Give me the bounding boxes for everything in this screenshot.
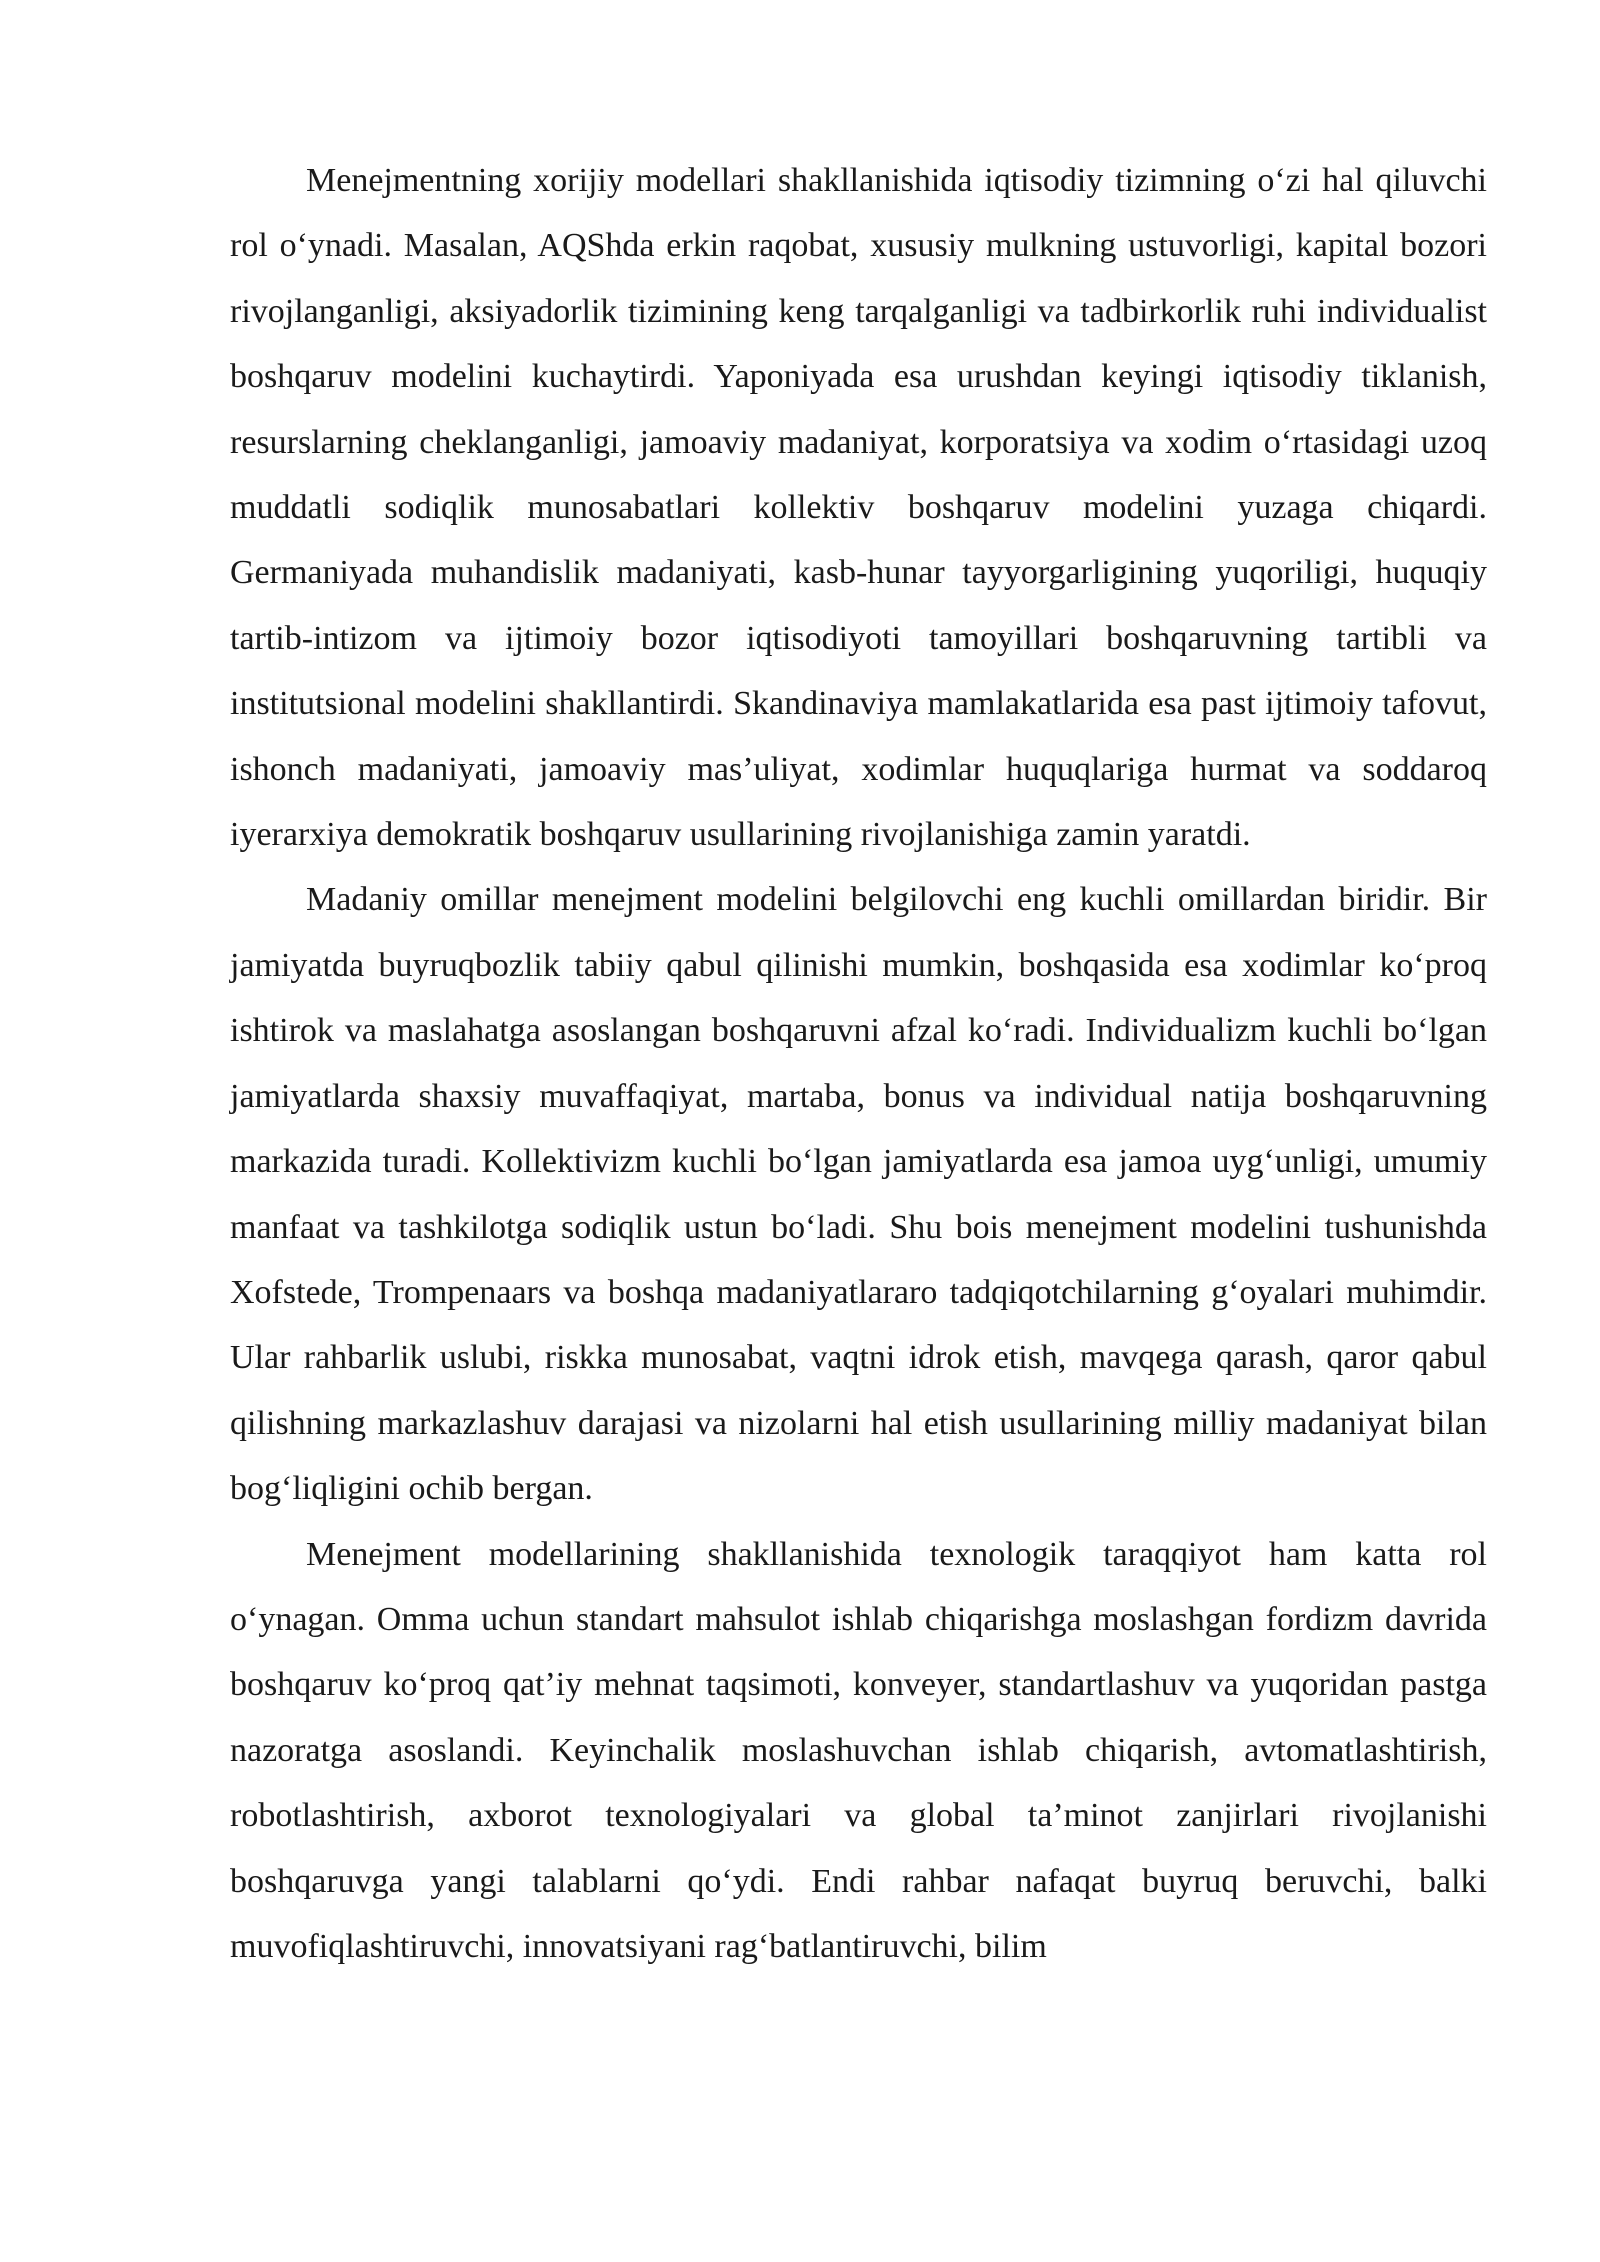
text-body [230,148,1487,1979]
paragraph-technological-progress: Menejment modellarining shakllanishida texnologik taraqqiyot ham katta rol o‘ynagan. Omma uchun standart mahsulot ishlab chiqarishga moslashgan fordizm davrida boshqaruv ko‘proq qat’iy mehnat taqsimoti, konveyer, standartlashuv va yuqoridan pastga nazoratga asoslandi. Keyinchalik moslashuvchan ishlab chiqarish, avtomatlashtirish, robotlashtirish, axborot texnologiyalari va global ta’minot zanjirlari rivojlanishi boshqaruvga yangi talablarni qo‘ydi. Endi rahbar nafaqat buyruq beruvchi, balki muvofiqlashtiruvchi, innovatsiyani rag‘batlantiruvchi, bilim [230,1535,1487,1965]
paragraph-cultural-factors: Madaniy omillar menejment modelini belgilovchi eng kuchli omillardan biridir. Bir jamiyatda buyruqbozlik tabiiy qabul qilinishi mumkin, boshqasida esa xodimlar ko‘proq ishtirok va maslahatga asoslangan boshqaruvni afzal ko‘radi. Individualizm kuchli bo‘lgan jamiyatlarda shaxsiy muvaffaqiyat, martaba, bonus va individual natija boshqaruvning markazida turadi. Kollektivizm kuchli bo‘lgan jamiyatlarda esa jamoa uyg‘unligi, umumiy manfaat va tashkilotga sodiqlik ustun bo‘ladi. Shu bois menejment modelini tushunishda Xofstede, Trompenaars va boshqa madaniyatlararo tadqiqotchilarning g‘oyalari muhimdir. Ular rahbarlik uslubi, riskka munosabat, vaqtni idrok etish, mavqega qarash, qaror qabul qilishning markazlashuv darajasi va nizolarni hal etish usullarining milliy madaniyat bilan bog‘liqligini ochib bergan. [230,881,1487,1508]
paragraph-economic-systems: Menejmentning xorijiy modellari shakllanishida iqtisodiy tizimning o‘zi hal qiluvchi rol o‘ynadi. Masalan, AQShda erkin raqobat, xususiy mulkning ustuvorligi, kapital bozori rivojlanganligi, aksiyadorlik tizimining keng tarqalganligi va tadbirkorlik ruhi individualist boshqaruv modelini kuchaytirdi. Yaponiyada esa urushdan keyingi iqtisodiy tiklanish, resurslarning cheklanganligi, jamoaviy madaniyat, korporatsiya va xodim o‘rtasidagi uzoq muddatli sodiqlik munosabatlari kollektiv boshqaruv modelini yuzaga chiqardi. Germaniyada muhandislik madaniyati, kasb-hunar tayyorgarligining yuqoriligi, huquqiy tartib-intizom va ijtimoiy bozor iqtisodiyoti tamoyillari boshqaruvning tartibli va institutsional modelini shakllantirdi. Skandinaviya mamlakatlarida esa past ijtimoiy tafovut, ishonch madaniyati, jamoaviy mas’uliyat, xodimlar huquqlariga hurmat va soddaroq iyerarxiya demokratik boshqaruv usullarining rivojlanishiga zamin yaratdi. [230,162,1487,854]
